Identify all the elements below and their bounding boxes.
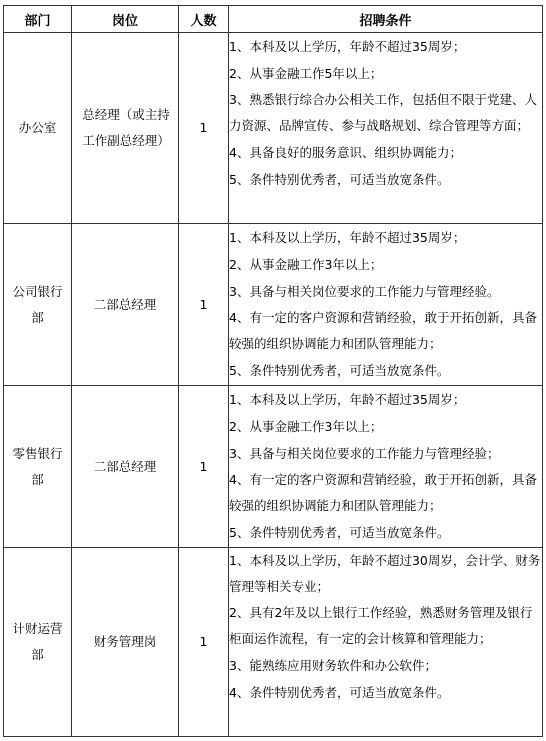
header-count: 人数 [179, 6, 229, 33]
position-cell: 二部总经理 [72, 386, 179, 548]
condition-item: 4、有一定的客户资源和营销经验，敢于开拓创新，具备较强的组织协调能力和团队管理能力； [229, 472, 537, 513]
table-header-row [4, 6, 543, 33]
condition-item: 4、具备良好的服务意识、组织协调能力； [229, 145, 462, 160]
count-cell: 1 [179, 224, 229, 386]
header-dept: 部门 [4, 6, 72, 33]
condition-item: 3、熟悉银行综合办公相关工作，包括但不限于党建、人力资源、品牌宣传、参与战略规划、综合管理等方面； [229, 92, 537, 133]
table-row [4, 548, 543, 737]
dept-cell: 公司银行部 [4, 224, 72, 386]
count-cell: 1 [179, 386, 229, 548]
header-conditions: 招聘条件 [229, 6, 543, 33]
condition-item: 3、具备与相关岗位要求的工作能力与管理经验。 [229, 284, 500, 299]
position-cell: 财务管理岗 [72, 548, 179, 737]
condition-item: 2、具有2年及以上银行工作经验，熟悉财务管理及银行柜面运作流程，有一定的会计核算和管理能力； [229, 605, 533, 646]
recruitment-table [3, 5, 543, 737]
count-cell: 1 [179, 548, 229, 737]
condition-item: 1、本科及以上学历，年龄不超过35周岁； [229, 392, 466, 407]
condition-item: 5、条件特别优秀者，可适当放宽条件。 [229, 363, 450, 378]
condition-item: 5、条件特别优秀者，可适当放宽条件。 [229, 525, 450, 540]
condition-item: 2、从事金融工作3年以上； [229, 257, 383, 272]
conditions-cell [229, 386, 543, 548]
table-row [4, 224, 543, 386]
dept-cell: 办公室 [4, 33, 72, 224]
position-cell: 总经理（或主持工作副总经理） [72, 33, 179, 224]
dept-cell: 计财运营部 [4, 548, 72, 737]
header-position: 岗位 [72, 6, 179, 33]
condition-item: 2、从事金融工作3年以上； [229, 419, 383, 434]
condition-item: 1、本科及以上学历，年龄不超过30周岁，会计学、财务管理等相关专业； [229, 553, 541, 594]
condition-item: 4、条件特别优秀者，可适当放宽条件。 [229, 685, 450, 700]
condition-item: 3、具备与相关岗位要求的工作能力与管理经验； [229, 446, 500, 461]
condition-item: 3、能熟练应用财务软件和办公软件； [229, 658, 437, 673]
condition-item: 4、有一定的客户资源和营销经验，敢于开拓创新，具备较强的组织协调能力和团队管理能力； [229, 310, 537, 351]
position-cell: 二部总经理 [72, 224, 179, 386]
conditions-cell [229, 548, 543, 737]
table-row [4, 33, 543, 224]
table-row [4, 386, 543, 548]
condition-item: 1、本科及以上学历，年龄不超过35周岁； [229, 230, 466, 245]
dept-cell: 零售银行部 [4, 386, 72, 548]
conditions-cell [229, 224, 543, 386]
condition-item: 2、从事金融工作5年以上； [229, 66, 383, 81]
conditions-cell [229, 33, 543, 224]
condition-item: 1、本科及以上学历，年龄不超过35周岁； [229, 39, 466, 54]
condition-item: 5、条件特别优秀者，可适当放宽条件。 [229, 172, 450, 187]
count-cell: 1 [179, 33, 229, 224]
